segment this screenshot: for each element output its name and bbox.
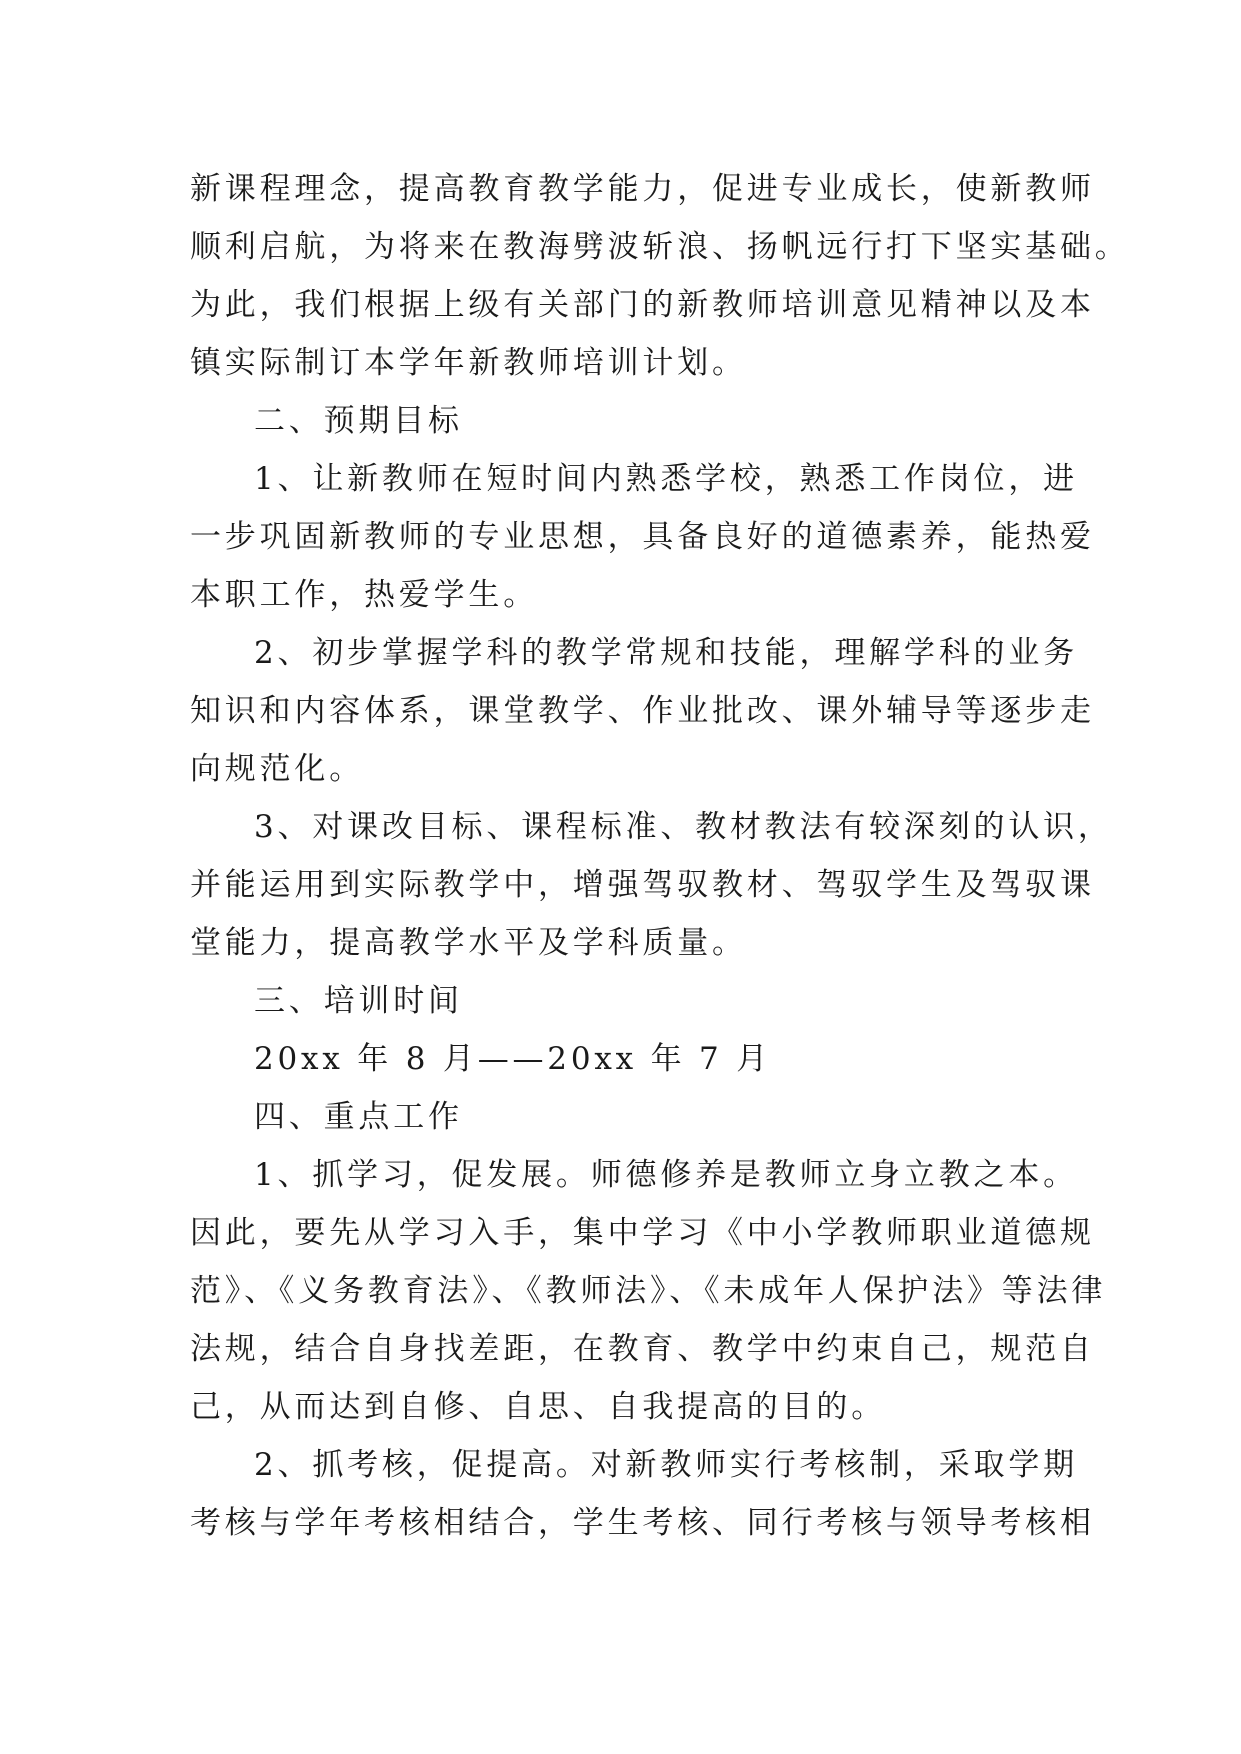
text-line: 因此，要先从学习入手，集中学习《中小学教师职业道德规: [190, 1215, 1095, 1251]
text-line: 顺利启航，为将来在教海劈波斩浪、扬帆远行打下坚实基础。: [190, 229, 1130, 265]
section-heading: 二、预期目标: [254, 403, 463, 439]
text-line: 一步巩固新教师的专业思想，具备良好的道德素养，能热爱: [190, 519, 1095, 555]
text-line: 考核与学年考核相结合，学生考核、同行考核与领导考核相: [190, 1505, 1095, 1541]
text-line: 1、抓学习，促发展。师德修养是教师立身立教之本。: [254, 1157, 1078, 1193]
text-line: 2、初步掌握学科的教学常规和技能，理解学科的业务: [254, 635, 1078, 671]
text-line: 己，从而达到自修、自思、自我提高的目的。: [190, 1389, 886, 1425]
text-line: 20xx 年 8 月——20xx 年 7 月: [254, 1041, 771, 1077]
text-line: 知识和内容体系，课堂教学、作业批改、课外辅导等逐步走: [190, 693, 1095, 729]
section-heading: 四、重点工作: [254, 1099, 463, 1135]
text-line: 本职工作，热爱学生。: [190, 577, 538, 613]
text-line: 镇实际制订本学年新教师培训计划。: [190, 345, 747, 381]
text-line: 范》、《义务教育法》、《教师法》、《未成年人保护法》等法律: [190, 1273, 1107, 1309]
text-line: 2、抓考核，促提高。对新教师实行考核制，采取学期: [254, 1447, 1078, 1483]
section-heading: 三、培训时间: [254, 983, 463, 1019]
text-line: 向规范化。: [190, 751, 364, 787]
text-line: 新课程理念，提高教育教学能力，促进专业成长，使新教师: [190, 171, 1095, 207]
text-line: 法规，结合自身找差距，在教育、教学中约束自己，规范自: [190, 1331, 1095, 1367]
text-line: 堂能力，提高教学水平及学科质量。: [190, 925, 747, 961]
text-line: 1、让新教师在短时间内熟悉学校，熟悉工作岗位，进: [254, 461, 1078, 497]
text-line: 3、对课改目标、课程标准、教材教法有较深刻的认识，: [254, 809, 1113, 845]
document-body: [190, 160, 1130, 1552]
text-line: 并能运用到实际教学中，增强驾驭教材、驾驭学生及驾驭课: [190, 867, 1095, 903]
text-line: 为此，我们根据上级有关部门的新教师培训意见精神以及本: [190, 287, 1095, 323]
